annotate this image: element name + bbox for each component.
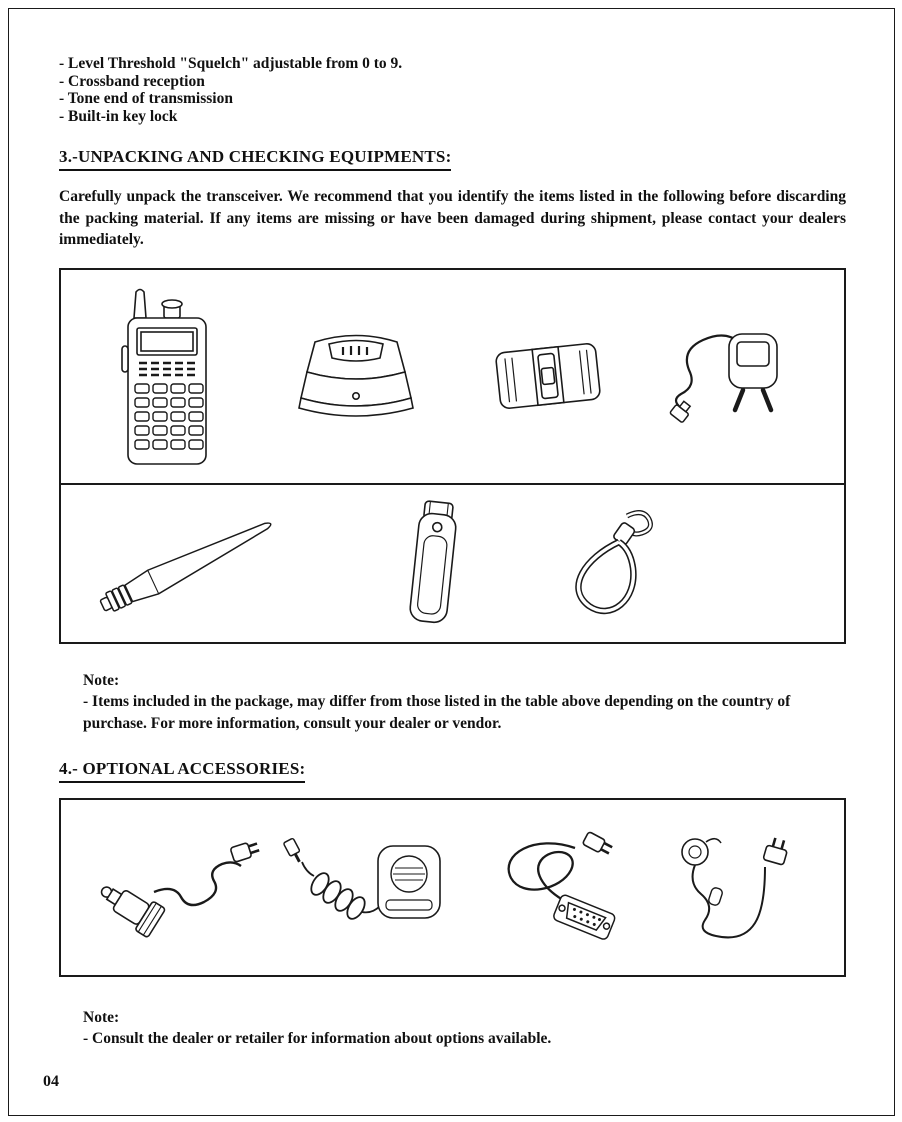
package-note (83, 670, 846, 735)
note-label: Note: (83, 671, 120, 689)
package-items-row-1 (61, 270, 844, 485)
section-heading-unpacking-text: 3.-UNPACKING AND CHECKING EQUIPMENTS: (59, 147, 451, 171)
note-label: Note: (83, 1008, 120, 1026)
note-text: - Items included in the package, may differ from those listed in the table above depending on the country of purchase. For more information, consult your dealer or vendor. (83, 692, 791, 732)
section-heading-accessories-text: 4.- OPTIONAL ACCESSORIES: (59, 759, 305, 783)
section-heading-unpacking (59, 147, 846, 171)
earpiece-image (661, 826, 813, 948)
accessories-note (83, 1007, 846, 1050)
manual-page (8, 8, 895, 1116)
note-text: - Consult the dealer or retailer for information about options available. (83, 1029, 552, 1047)
belt-clip-image (391, 496, 477, 630)
wrist-strap-image (545, 502, 669, 624)
feature-item: - Built-in key lock (59, 107, 178, 125)
features-list (59, 55, 846, 125)
page-number: 04 (43, 1073, 59, 1090)
desktop-charger-image (281, 322, 431, 430)
car-charger-image (92, 828, 264, 946)
speaker-microphone-image (282, 828, 452, 946)
section-heading-accessories (59, 759, 846, 783)
transceiver-image (120, 284, 220, 468)
antenna-image (89, 500, 299, 626)
feature-item: - Crossband reception (59, 72, 205, 90)
package-items-row-2 (61, 485, 844, 642)
package-contents-box (59, 268, 846, 644)
battery-pack-image (489, 333, 608, 418)
programming-cable-image (471, 828, 643, 946)
feature-item: - Tone end of transmission (59, 90, 233, 107)
accessories-row (61, 800, 844, 975)
unpacking-intro-paragraph: Carefully unpack the transceiver. We recommend that you identify the items listed in the following before discarding the packing material. If any items are missing or have been damaged during shipment, please contact your dealers immediately. (59, 188, 846, 248)
ac-adapter-image (665, 310, 785, 442)
feature-item: - Level Threshold "Squelch" adjustable from 0 to 9. (59, 55, 403, 72)
optional-accessories-box (59, 798, 846, 977)
